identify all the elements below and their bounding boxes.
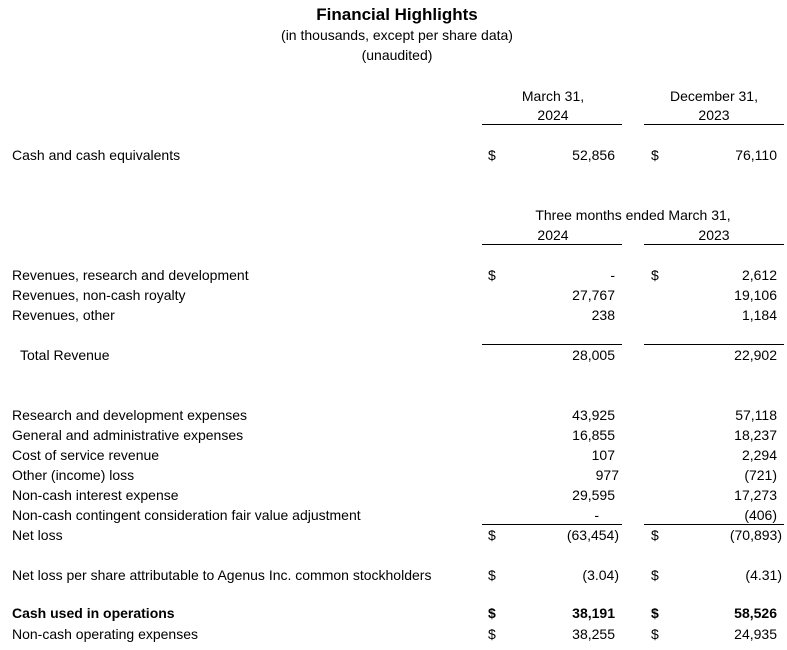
col2-year: 2023 (698, 227, 730, 243)
currency-symbol: $ (488, 626, 496, 642)
row-label: Cash and cash equivalents (12, 147, 181, 163)
col1-header-line1: March 31, (521, 88, 585, 104)
currency-symbol: $ (488, 527, 496, 543)
col2-year-rule (644, 244, 784, 245)
value-2023: 1,184 (741, 307, 777, 323)
row-label: Total Revenue (20, 347, 110, 363)
row-label: Net loss (12, 527, 63, 543)
value-2023: (70,893) (729, 527, 782, 543)
row-label: General and administrative expenses (12, 427, 244, 443)
value-2024: 27,767 (572, 287, 615, 303)
value-2023: (4.31) (745, 567, 782, 583)
currency-symbol: $ (651, 567, 659, 583)
row-label: Revenues, non-cash royalty (12, 287, 186, 303)
value-2023: (406) (744, 507, 777, 523)
value-2024: 29,595 (572, 487, 615, 503)
value-2024: 38,191 (572, 605, 615, 621)
value-2024: 43,925 (572, 407, 615, 423)
value-2024: 16,855 (572, 427, 615, 443)
col2-header-rule (644, 124, 784, 125)
total-revenue-rule-2024 (482, 344, 622, 345)
row-label: Research and development expenses (12, 407, 248, 423)
currency-symbol: $ (651, 527, 659, 543)
value-2023: 2,612 (741, 267, 777, 283)
value-2024: 977 (595, 467, 619, 483)
value-2023: (721) (744, 467, 777, 483)
value-2024: - (610, 267, 615, 283)
value-2024: - (594, 507, 599, 523)
col1-header-rule (482, 124, 622, 125)
currency-symbol: $ (651, 605, 659, 621)
col1-year-rule (482, 244, 622, 245)
period-header: Three months ended March 31, (535, 207, 731, 223)
page-title: Financial Highlights (316, 5, 478, 24)
row-label: Net loss per share attributable to Agenus Inc. common stockholders (12, 567, 432, 583)
value-2023: 24,935 (734, 626, 777, 642)
row-label: Non-cash interest expense (12, 487, 179, 503)
currency-symbol: $ (651, 267, 659, 283)
col2-header-line1: December 31, (670, 88, 758, 104)
unaudited-note: (unaudited) (361, 47, 433, 63)
col2-header-line2: 2023 (698, 107, 730, 123)
currency-symbol: $ (488, 567, 496, 583)
col1-year: 2024 (537, 227, 569, 243)
value-2023: 19,106 (734, 287, 777, 303)
value-2024: (3.04) (582, 567, 619, 583)
value-2023: 57,118 (735, 407, 777, 423)
row-label: Revenues, research and development (12, 267, 249, 283)
value-2023: 76,110 (735, 147, 777, 163)
row-label: Non-cash operating expenses (12, 626, 199, 642)
net-loss-rule-2023 (644, 524, 784, 525)
currency-symbol: $ (488, 267, 496, 283)
currency-symbol: $ (651, 626, 659, 642)
value-2023: 18,237 (734, 427, 777, 443)
value-2024: 28,005 (572, 347, 615, 363)
value-2024: 38,255 (572, 626, 615, 642)
col1-header-line2: 2024 (537, 107, 569, 123)
value-2024: 52,856 (572, 147, 615, 163)
row-label: Revenues, other (12, 307, 115, 323)
currency-symbol: $ (488, 147, 496, 163)
value-2023: 2,294 (741, 447, 777, 463)
value-2023: 17,273 (734, 487, 777, 503)
row-label: Other (income) loss (12, 467, 135, 483)
value-2023: 22,902 (734, 347, 777, 363)
value-2023: 58,526 (734, 605, 777, 621)
row-label: Cost of service revenue (12, 447, 160, 463)
value-2024: 238 (591, 307, 615, 323)
currency-symbol: $ (488, 605, 496, 621)
total-revenue-rule-2023 (644, 344, 784, 345)
page-subtitle: (in thousands, except per share data) (281, 27, 513, 43)
net-loss-rule-2024 (482, 524, 622, 525)
value-2024: (63,454) (566, 527, 619, 543)
currency-symbol: $ (651, 147, 659, 163)
value-2024: 107 (591, 447, 615, 463)
row-label: Non-cash contingent consideration fair value adjustment (12, 507, 361, 523)
row-label: Cash used in operations (12, 605, 175, 621)
